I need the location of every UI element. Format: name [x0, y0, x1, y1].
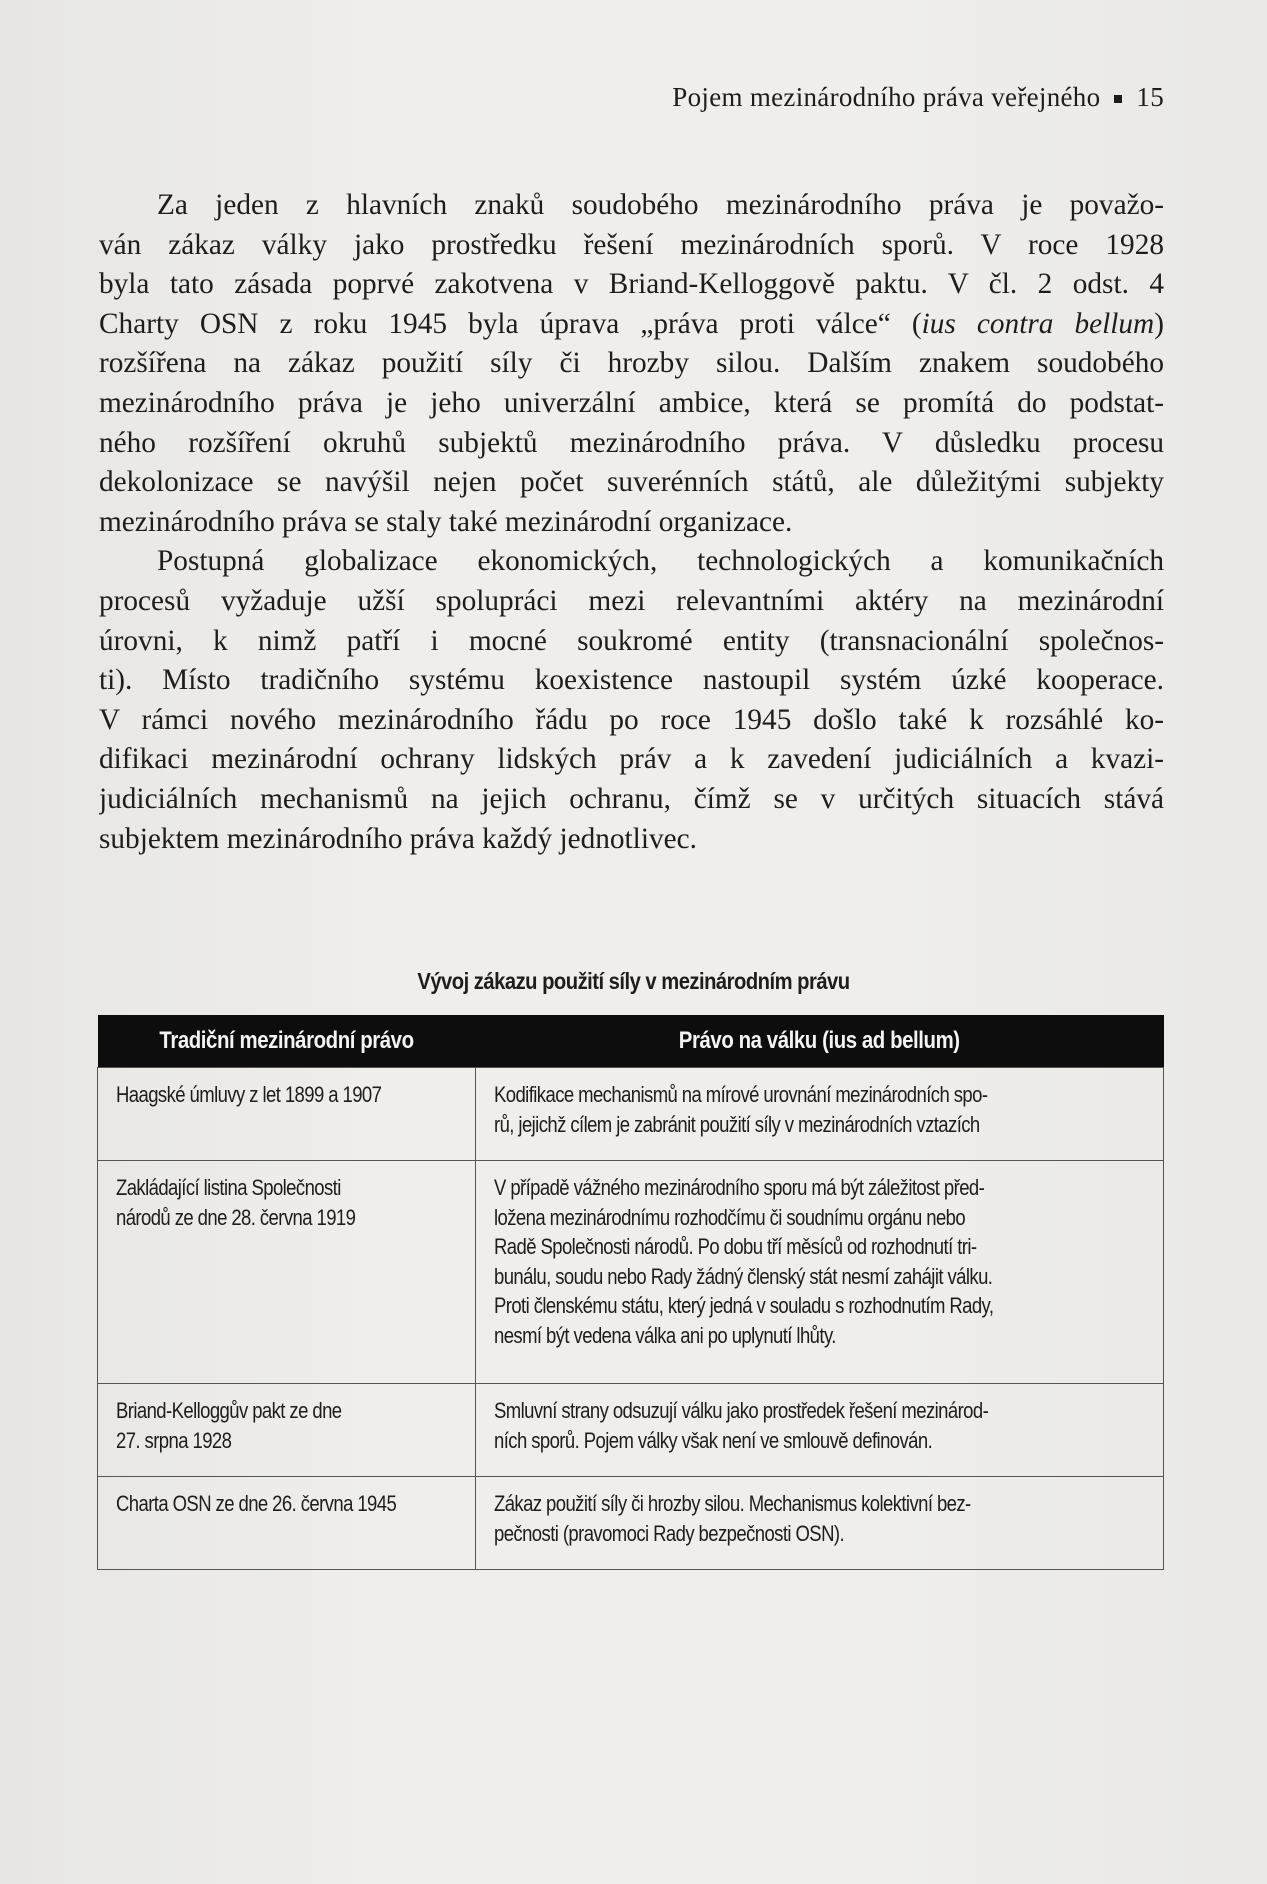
table-row — [98, 1161, 1164, 1384]
table-row — [98, 1477, 1164, 1570]
table-header-row — [98, 1015, 1164, 1068]
text-line: difikaci mezinárodní ochrany lidských práv a k zavedení judiciálních a kvazi- — [99, 743, 1164, 776]
table-cell-description: Kodifikace mechanismů na mírové urovnání mezinárodních spo- rů, jejichž cílem je zabránit použití síly v mezinárodních vztazích — [475, 1068, 1163, 1161]
table-row — [98, 1068, 1164, 1161]
text-line: úrovni, k nimž patří i mocné soukromé entity (transnacionální společnos- — [99, 624, 1164, 657]
body-text — [99, 186, 1164, 859]
table-cell-description: Zákaz použití síly či hrozby silou. Mechanismus kolektivní bez- pečnosti (pravomoci Rady bezpečnosti OSN). — [475, 1477, 1163, 1570]
table-title: Vývoj zákazu použití síly v mezinárodním právu — [417, 968, 850, 994]
text-line: ného rozšíření okruhů subjektů mezinárodního práva. V důsledku procesu — [99, 426, 1164, 459]
square-bullet-icon — [1114, 95, 1122, 103]
text-line: mezinárodního práva je jeho univerzální ambice, která se promítá do podstat- — [99, 386, 1164, 419]
table-cell-instrument: Zakládající listina Společnosti národů ze dne 28. června 1919 — [98, 1161, 476, 1384]
text-line — [99, 305, 1164, 345]
table-cell-description: V případě vážného mezinárodního sporu má být záležitost před- ložena mezinárodnímu rozhodčímu či soudnímu orgánu nebo Radě Společnosti národů. Po dobu tří měsíců od rozhodnutí tri- bunálu, soudu nebo Rady žádný členský stát nesmí zahájit válku. Proti členskému státu, který jedná v souladu s rozhodnutím Rady, nesmí být vedena válka ani po uplynutí lhůty. — [475, 1161, 1163, 1384]
header-cell-traditional: Tradiční mezinárodní právo — [98, 1015, 476, 1068]
text-fragment: Charty OSN z roku 1945 byla úprava „práva proti válce“ ( — [99, 307, 922, 340]
italic-term: ius contra bellum — [921, 307, 1155, 340]
text-line: dekolonizace se navýšil nejen počet suverénních států, ale důležitými subjekty — [99, 466, 1164, 499]
text-line: V rámci nového mezinárodního řádu po roce 1945 došlo také k rozsáhlé ko- — [99, 703, 1164, 736]
text-line: ván zákaz války jako prostředku řešení mezinárodních sporů. V roce 1928 — [99, 228, 1164, 261]
text-line: Za jeden z hlavních znaků soudobého mezinárodního práva je považo- — [157, 189, 1164, 221]
text-line: Postupná globalizace ekonomických, technologických a komunikačních — [157, 545, 1164, 578]
table-cell-instrument: Haagské úmluvy z let 1899 a 1907 — [98, 1068, 476, 1161]
table-cell-instrument: Briand-Kelloggův pakt ze dne 27. srpna 1928 — [98, 1384, 476, 1477]
header-cell-ius-ad-bellum: Právo na válku (ius ad bellum) — [475, 1015, 1163, 1068]
law-table — [97, 1015, 1164, 1570]
table-row — [98, 1384, 1164, 1477]
table-cell-instrument: Charta OSN ze dne 26. června 1945 — [98, 1477, 476, 1570]
page-number: 15 — [1136, 82, 1164, 112]
running-title: Pojem mezinárodního práva veřejného — [672, 82, 1101, 112]
text-line: subjektem mezinárodního práva každý jednotlivec. — [99, 822, 697, 855]
table-cell-description: Smluvní strany odsuzují válku jako prostředek řešení mezinárod- ních sporů. Pojem války však není ve smlouvě definován. — [475, 1384, 1163, 1477]
text-line: procesů vyžaduje užší spolupráci mezi relevantními aktéry na mezinárodní — [99, 584, 1164, 617]
text-fragment: ) — [1154, 307, 1164, 340]
text-line: mezinárodního práva se staly také mezinárodní organizace. — [99, 505, 793, 538]
text-line: judiciálních mechanismů na jejich ochranu, čímž se v určitých situacích stává — [99, 782, 1164, 815]
text-line: byla tato zásada poprvé zakotvena v Briand-Kelloggově paktu. V čl. 2 odst. 4 — [99, 268, 1164, 301]
running-head — [672, 82, 1164, 113]
text-line: ti). Místo tradičního systému koexistence nastoupil systém úzké kooperace. — [99, 664, 1164, 697]
text-line: rozšířena na zákaz použití síly či hrozby silou. Dalším znakem soudobého — [99, 347, 1164, 380]
